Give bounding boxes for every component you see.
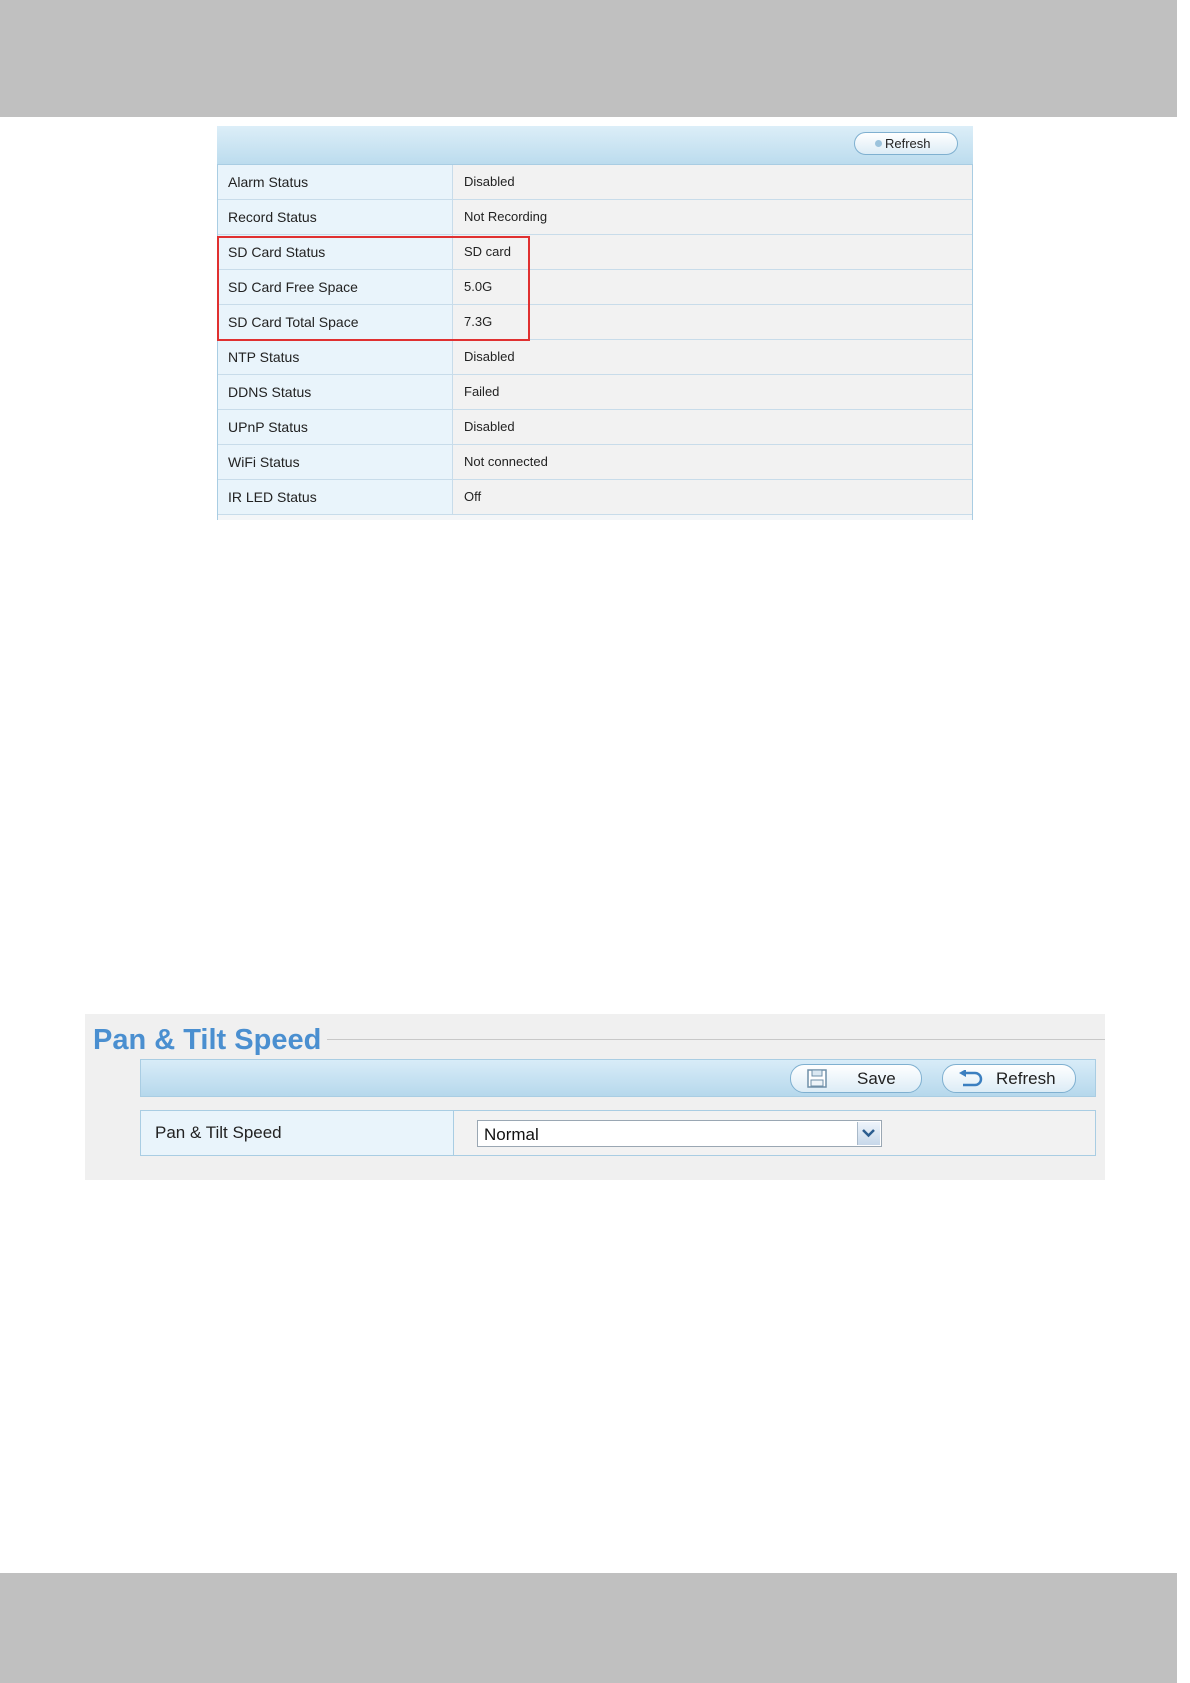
dropdown-arrow-icon[interactable]	[857, 1122, 880, 1145]
save-icon	[807, 1069, 827, 1093]
status-label: UPnP Status	[228, 419, 308, 435]
table-row	[217, 340, 973, 375]
status-value: Disabled	[464, 419, 515, 434]
status-value: Off	[464, 489, 482, 504]
pan-tilt-speed-row	[140, 1110, 1096, 1156]
status-label: DDNS Status	[228, 384, 312, 400]
status-value: 5.0G	[464, 279, 493, 294]
status-label: SD Card Free Space	[228, 279, 358, 295]
pan-tilt-speed-label: Pan & Tilt Speed	[155, 1123, 282, 1142]
status-value: Disabled	[464, 349, 515, 364]
refresh-arrow-icon	[957, 1070, 983, 1093]
status-label: SD Card Total Space	[228, 314, 359, 330]
sd-card-highlight-box	[217, 236, 530, 341]
save-label: Save	[857, 1069, 896, 1088]
pan-tilt-panel	[85, 1014, 1105, 1180]
status-value: Not connected	[464, 454, 548, 469]
page-footer-band	[0, 1573, 1190, 1683]
status-label: WiFi Status	[228, 454, 300, 470]
status-label: NTP Status	[228, 349, 300, 365]
status-label: Alarm Status	[228, 174, 309, 190]
status-value: Failed	[464, 384, 500, 399]
table-row	[217, 480, 973, 515]
pan-tilt-toolbar	[140, 1059, 1096, 1097]
refresh-label: Refresh	[996, 1069, 1056, 1088]
status-label: Record Status	[228, 209, 317, 225]
status-label: IR LED Status	[228, 489, 317, 505]
status-value: SD card	[464, 244, 511, 259]
refresh-button[interactable]	[942, 1064, 1076, 1093]
refresh-dot-icon	[875, 140, 882, 147]
status-refresh-button[interactable]	[854, 132, 958, 155]
title-rule	[325, 1039, 1105, 1040]
status-value: Disabled	[464, 174, 515, 189]
status-toolbar	[217, 126, 973, 165]
table-row	[217, 445, 973, 480]
status-value: 7.3G	[464, 314, 493, 329]
pan-tilt-speed-select[interactable]	[477, 1120, 882, 1147]
table-row	[217, 410, 973, 445]
save-button[interactable]	[790, 1064, 922, 1093]
table-row	[217, 375, 973, 410]
page-edge	[1177, 0, 1190, 1683]
page-title: Pan & Tilt Speed	[93, 1024, 327, 1057]
status-label: SD Card Status	[228, 244, 326, 260]
status-refresh-label: Refresh	[885, 136, 931, 151]
status-value: Not Recording	[464, 209, 548, 224]
table-row	[217, 200, 973, 235]
table-row	[217, 165, 973, 200]
page-header-band	[0, 0, 1190, 117]
speed-selected-value: Normal	[484, 1125, 539, 1144]
